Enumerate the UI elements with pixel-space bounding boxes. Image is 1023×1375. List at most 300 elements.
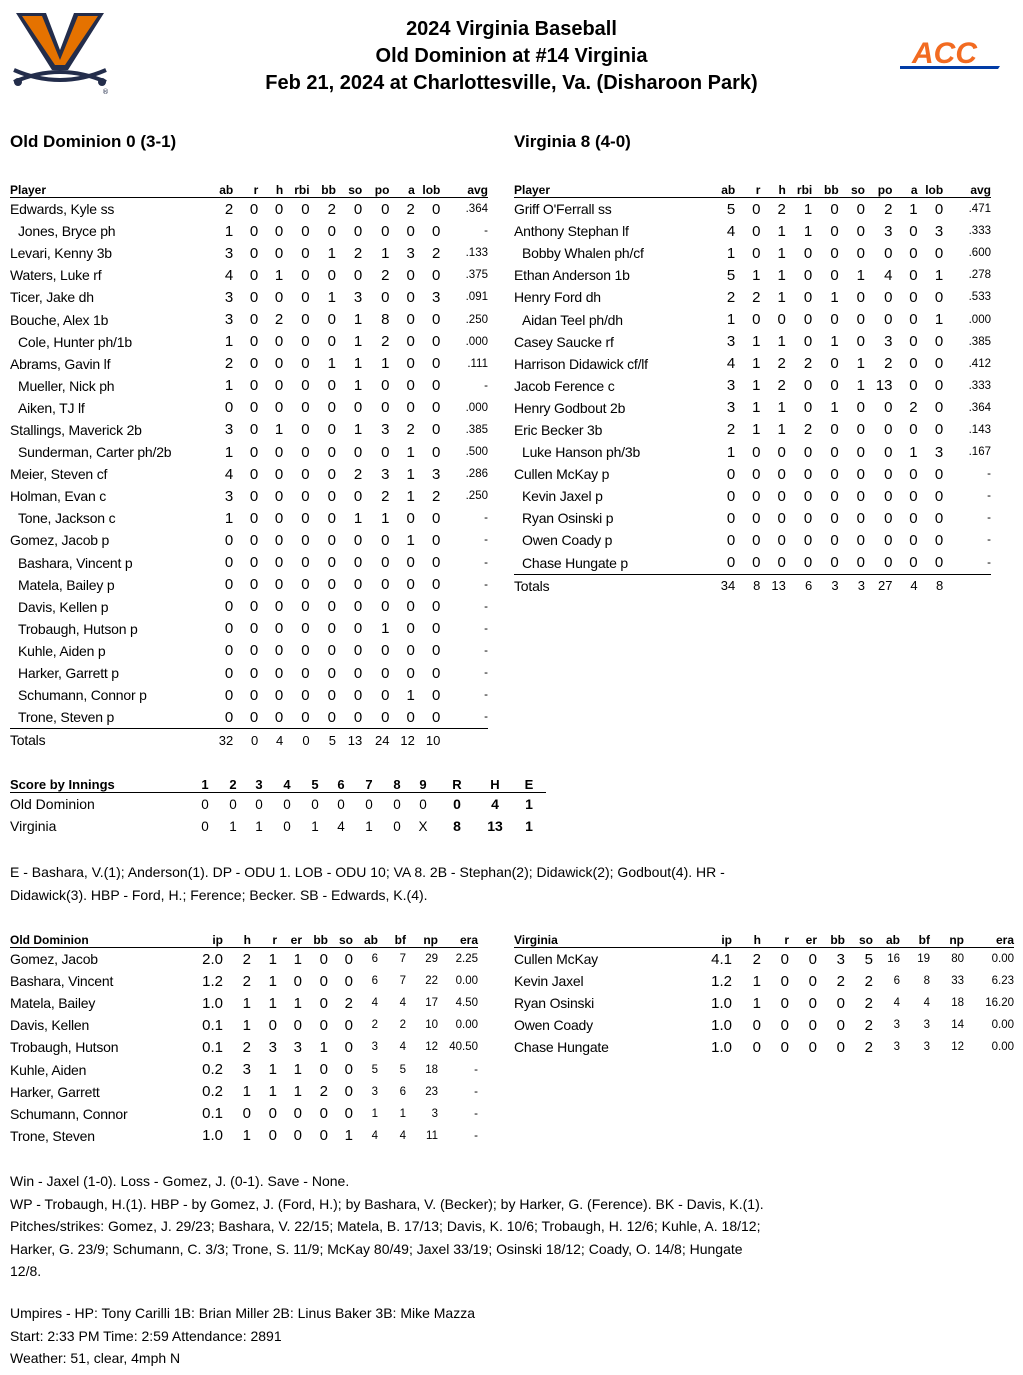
pitcher-name: Cullen McKay	[514, 951, 598, 968]
stat-so: 0	[856, 399, 866, 417]
column-header-a: a	[892, 180, 917, 198]
stat-bb: 0	[836, 994, 845, 1012]
stat-a: 0	[909, 509, 918, 527]
stat-h: 0	[274, 222, 284, 240]
batter-row	[514, 485, 991, 507]
stat-ab: 3	[371, 1085, 378, 1098]
stat-lob: 0	[432, 266, 441, 284]
stat-rbi: 0	[803, 377, 813, 395]
pitcher-name: Schumann, Connor	[10, 1105, 128, 1122]
stat-rbi: 0	[301, 377, 310, 395]
stat-r: 1	[268, 1083, 277, 1101]
stat-np: 80	[951, 953, 964, 966]
stat-avg: -	[440, 706, 488, 729]
batter-name: Chase Hungate p	[514, 552, 701, 575]
stat-a: 0	[389, 706, 414, 729]
inning-runs: 0	[201, 796, 209, 812]
stat-avg: .250	[465, 313, 488, 326]
batter-row	[10, 286, 488, 308]
column-header-ip: ip	[692, 930, 732, 948]
stat-bb: 2	[836, 972, 845, 990]
stat-bb: 0	[327, 576, 336, 594]
stat-ab: 0	[726, 487, 736, 505]
stat-so: 0	[344, 1061, 353, 1079]
title-matchup: Old Dominion at #14 Virginia	[375, 45, 648, 67]
stat-bb: 0	[327, 531, 336, 549]
stat-era: 0.00	[455, 1019, 478, 1032]
stat-ab: 6	[893, 975, 900, 988]
stat-r: 0	[752, 465, 761, 483]
stat-so: 5	[864, 950, 873, 968]
stat-np: 23	[425, 1085, 438, 1098]
stat-a: 0	[909, 288, 918, 306]
inning-runs: 0	[337, 796, 345, 812]
stat-r: 1	[752, 266, 761, 284]
stat-rbi: 0	[301, 200, 310, 218]
inning-header-7: 7	[354, 775, 384, 793]
stat-so: 0	[353, 266, 363, 284]
inning-runs: 0	[419, 796, 427, 812]
stat-lob: 0	[934, 200, 944, 218]
stat-so: 0	[856, 487, 866, 505]
pitcher-name: Trone, Steven	[10, 1127, 95, 1144]
pitcher-name: Bashara, Vincent	[10, 973, 114, 990]
pitching-notes	[10, 1170, 770, 1283]
stat-avg: -	[484, 600, 488, 613]
total-so: 3	[857, 578, 866, 594]
stat-ab: 0	[726, 531, 736, 549]
totals-label: Totals	[10, 732, 46, 749]
stat-bb: 0	[830, 377, 839, 395]
stat-h: 1	[777, 266, 786, 284]
team-total-e: 1	[525, 796, 533, 812]
stat-po: 0	[381, 531, 390, 549]
stat-lob: 2	[432, 244, 441, 262]
stat-r: 0	[249, 465, 259, 483]
stat-r: 0	[249, 244, 259, 262]
total-a: 4	[910, 578, 918, 594]
stat-lob: 0	[918, 552, 944, 575]
stat-avg: .000	[465, 401, 488, 414]
stat-bb: 1	[327, 355, 336, 373]
totals-row	[514, 574, 991, 597]
stat-ab: 1	[224, 377, 234, 395]
stat-h: 0	[274, 244, 284, 262]
stat-ab: 16	[887, 953, 900, 966]
stat-h: 3	[242, 1061, 251, 1079]
stat-h: 2	[242, 1038, 251, 1056]
pitcher-row	[514, 948, 1014, 971]
stat-bb: 0	[830, 465, 839, 483]
stat-rbi: 0	[803, 443, 813, 461]
column-header-h: h	[732, 930, 761, 948]
batter-name: Mueller, Nick ph	[18, 377, 115, 394]
stat-po: 0	[865, 552, 892, 575]
stat-bf: 8	[923, 975, 930, 988]
stat-bb: 0	[830, 509, 839, 527]
stat-h: 2	[242, 972, 251, 990]
stat-po: 0	[381, 399, 390, 417]
stat-np: 29	[425, 953, 438, 966]
stat-bb: 0	[327, 266, 336, 284]
batter-name: Luke Hanson ph/3b	[522, 444, 641, 461]
column-header-so: so	[845, 930, 873, 948]
batter-name: Bobby Whalen ph/cf	[522, 245, 644, 262]
batter-name: Cole, Hunter ph/1b	[18, 333, 132, 350]
batter-name: Bashara, Vincent p	[18, 554, 133, 571]
pitcher-name: Matela, Bailey	[10, 995, 96, 1012]
batter-name: Stallings, Maverick 2b	[10, 421, 142, 438]
stat-h: 0	[274, 399, 284, 417]
stat-bb: 0	[327, 222, 336, 240]
stat-r: 0	[780, 972, 789, 990]
stat-ab: 4	[224, 266, 234, 284]
score-team-name: Old Dominion	[10, 796, 95, 812]
inning-header-5: 5	[302, 775, 328, 793]
batter-row	[10, 552, 488, 574]
stat-avg: .385	[968, 335, 991, 348]
stat-h: 2	[242, 950, 251, 968]
inning-header-2: 2	[220, 775, 246, 793]
batting-header-row	[514, 180, 991, 198]
stat-a: 0	[909, 421, 918, 439]
stat-ab: 0	[224, 686, 234, 704]
stat-h: 1	[242, 994, 251, 1012]
stat-bb: 0	[327, 465, 336, 483]
stat-lob: 0	[432, 531, 441, 549]
inning-runs: 4	[337, 818, 345, 834]
stat-po: 0	[381, 576, 390, 594]
stat-so: 1	[353, 509, 363, 527]
pitcher-row	[10, 1036, 478, 1058]
stat-h: 2	[777, 200, 786, 218]
stat-ab: 1	[224, 443, 234, 461]
stat-avg: .278	[968, 269, 991, 282]
stat-rbi: 0	[301, 509, 310, 527]
batter-row	[514, 441, 991, 463]
batter-row	[10, 596, 488, 618]
stat-rbi: 0	[803, 509, 813, 527]
stat-rbi: 0	[301, 244, 310, 262]
stat-so: 1	[344, 1127, 353, 1145]
stat-a: 0	[406, 355, 415, 373]
column-header-lob: lob	[918, 180, 944, 198]
stat-a: 0	[909, 244, 918, 262]
stat-r: 1	[268, 1061, 277, 1079]
stat-er: 0	[293, 972, 302, 990]
stat-r: 1	[752, 399, 761, 417]
stat-rbi: 0	[803, 333, 813, 351]
stat-r: 2	[752, 288, 761, 306]
stat-r: 0	[249, 421, 259, 439]
stat-a: 0	[406, 222, 415, 240]
stat-a: 1	[406, 443, 415, 461]
stat-ab: 3	[893, 1019, 900, 1032]
stat-bb: 0	[327, 642, 336, 660]
stat-er: 0	[808, 950, 817, 968]
stat-lob: 0	[432, 311, 441, 329]
stat-rbi: 0	[301, 399, 310, 417]
stat-ab: 4	[371, 997, 378, 1010]
stat-rbi: 0	[803, 244, 813, 262]
batter-name: Abrams, Gavin lf	[10, 355, 111, 372]
stat-bf: 3	[923, 1019, 930, 1032]
stat-so: 0	[344, 1083, 353, 1101]
stat-lob: 0	[415, 706, 441, 729]
stat-so: 1	[856, 355, 866, 373]
score-row	[10, 793, 546, 816]
stat-np: 18	[425, 1063, 438, 1076]
batter-name: Matela, Bailey p	[18, 576, 115, 593]
stat-era: 40.50	[449, 1041, 478, 1054]
stat-po: 2	[884, 200, 893, 218]
stat-h: 0	[274, 509, 284, 527]
stat-h: 1	[242, 1016, 251, 1034]
column-header-so: so	[839, 180, 865, 198]
stat-avg: .364	[465, 203, 488, 216]
stat-so: 2	[864, 1016, 873, 1034]
stat-bf: 7	[399, 975, 406, 988]
stat-ip: 1.0	[711, 994, 732, 1012]
stat-po: 0	[884, 288, 893, 306]
pitcher-row	[514, 970, 1014, 992]
batter-row	[10, 618, 488, 640]
stat-ab: 2	[224, 355, 234, 373]
stat-h: 0	[242, 1105, 251, 1123]
stat-po: 3	[381, 421, 390, 439]
stat-so: 0	[856, 531, 866, 549]
stat-bb: 0	[830, 222, 839, 240]
stat-lob: 0	[432, 355, 441, 373]
stat-r: 0	[249, 200, 259, 218]
stat-h: 0	[274, 355, 284, 373]
batter-name: Edwards, Kyle ss	[10, 201, 115, 218]
stat-r: 0	[249, 487, 259, 505]
stat-ab: 3	[726, 333, 736, 351]
stat-er: 1	[293, 994, 302, 1012]
stat-rbi: 0	[301, 554, 310, 572]
stat-lob: 0	[432, 200, 441, 218]
batter-name: Bouche, Alex 1b	[10, 311, 109, 328]
stat-ab: 3	[224, 244, 234, 262]
batter-row	[10, 242, 488, 264]
total-ab: 34	[720, 578, 736, 594]
pitcher-name: Trobaugh, Hutson	[10, 1039, 119, 1056]
stat-rbi: 0	[786, 552, 812, 575]
stat-rbi: 0	[301, 355, 310, 373]
stat-bb: 0	[327, 399, 336, 417]
stat-bf: 3	[923, 1041, 930, 1054]
stat-er: 1	[293, 1061, 302, 1079]
stat-np: 33	[951, 975, 964, 988]
batter-row	[10, 419, 488, 441]
inning-header-1: 1	[190, 775, 220, 793]
stat-rbi: 0	[803, 266, 813, 284]
stat-bb: 0	[830, 266, 839, 284]
stat-bf: 4	[399, 997, 406, 1010]
stat-lob: 0	[934, 288, 944, 306]
total-rbi: 0	[302, 732, 310, 748]
stat-lob: 1	[934, 266, 944, 284]
pitching-header-row	[514, 930, 1014, 948]
stat-bb: 0	[327, 664, 336, 682]
stat-lob: 0	[934, 487, 944, 505]
away-team-heading: Old Dominion 0 (3-1)	[10, 132, 177, 151]
stat-a: 0	[406, 598, 415, 616]
stat-bb: 0	[319, 1016, 328, 1034]
stat-so: 0	[353, 620, 363, 638]
stat-rbi: 0	[283, 706, 309, 729]
stat-bb: 0	[830, 421, 839, 439]
batter-row	[514, 463, 991, 485]
batter-name: Jacob Ference c	[514, 377, 615, 394]
stat-ab: 4	[224, 465, 234, 483]
total-avg-empty	[943, 574, 991, 597]
stat-ab: 5	[726, 200, 736, 218]
stat-bb: 0	[327, 487, 336, 505]
stat-so: 1	[353, 377, 363, 395]
pitching-team-heading: Old Dominion	[10, 930, 188, 948]
stat-bb: 0	[327, 421, 336, 439]
column-header-ab: ab	[701, 180, 735, 198]
stat-ab: 4	[726, 222, 736, 240]
stat-bb: 0	[327, 620, 336, 638]
stat-avg: -	[943, 552, 991, 575]
stat-rbi: 1	[803, 200, 813, 218]
batter-row	[10, 308, 488, 330]
stat-bf: 19	[917, 953, 930, 966]
stat-rbi: 0	[803, 399, 813, 417]
stat-po: 1	[381, 509, 390, 527]
totals-label: Totals	[514, 577, 550, 594]
stat-so: 0	[344, 1105, 353, 1123]
stat-lob: 0	[934, 333, 944, 351]
column-header-ip: ip	[188, 930, 223, 948]
stat-ip: 1.2	[711, 972, 732, 990]
batter-row	[514, 198, 991, 221]
batter-row	[10, 485, 488, 507]
inning-runs: 0	[255, 796, 263, 812]
stat-h: 0	[777, 311, 786, 329]
stat-lob: 0	[432, 333, 441, 351]
stat-h: 0	[777, 443, 786, 461]
stat-so: 0	[336, 706, 362, 729]
stat-a: 2	[406, 421, 415, 439]
batter-row	[514, 375, 991, 397]
stat-r: 0	[249, 266, 259, 284]
stat-avg: -	[484, 225, 488, 238]
score-team-name: Virginia	[10, 818, 57, 834]
team-total-h: 4	[491, 796, 499, 812]
stat-h: 0	[777, 531, 786, 549]
stat-lob: 3	[432, 288, 441, 306]
column-header-r: r	[761, 930, 789, 948]
svg-text:ACC: ACC	[912, 37, 977, 70]
stat-ab: 3	[726, 377, 736, 395]
stat-rbi: 1	[803, 222, 813, 240]
stat-h: 0	[777, 465, 786, 483]
pitcher-name: Kevin Jaxel	[514, 973, 584, 990]
stat-r: 1	[752, 421, 761, 439]
stat-po: 0	[381, 598, 390, 616]
batter-row	[10, 706, 488, 729]
stat-ip: 1.0	[202, 1127, 223, 1145]
column-header-h: h	[223, 930, 251, 948]
pitcher-row	[10, 992, 478, 1014]
stat-bf: 1	[399, 1107, 406, 1120]
stat-so: 1	[353, 311, 363, 329]
stat-rbi: 0	[301, 333, 310, 351]
batter-name: Sunderman, Carter ph/2b	[18, 444, 172, 461]
column-header-bb: bb	[302, 930, 328, 948]
stat-po: 0	[381, 554, 390, 572]
stat-h: 0	[274, 200, 284, 218]
stat-so: 2	[864, 994, 873, 1012]
registered-mark: ®	[102, 88, 109, 96]
column-header-rbi: rbi	[786, 180, 812, 198]
stat-so: 0	[353, 399, 363, 417]
stat-h: 0	[274, 531, 284, 549]
stat-rbi: 0	[301, 311, 310, 329]
page-title	[0, 16, 1023, 97]
stat-ip: 1.0	[711, 1038, 732, 1056]
stat-ab: 2	[726, 421, 736, 439]
stat-a: 0	[909, 465, 918, 483]
stat-er: 0	[808, 972, 817, 990]
stat-r: 0	[249, 288, 259, 306]
stat-po: 0	[884, 465, 893, 483]
stat-po: 0	[884, 244, 893, 262]
stat-er: 1	[293, 1083, 302, 1101]
stat-bb: 0	[836, 1038, 845, 1056]
pitcher-name: Owen Coady	[514, 1017, 593, 1034]
stat-rbi: 0	[301, 487, 310, 505]
batter-name: Trone, Steven p	[10, 706, 198, 729]
stat-ip: 0.2	[202, 1083, 223, 1101]
stat-po: 3	[884, 222, 893, 240]
batter-name: Anthony Stephan lf	[514, 223, 629, 240]
stat-h: 1	[752, 994, 761, 1012]
inning-runs: 0	[283, 796, 291, 812]
stat-lob: 0	[934, 465, 944, 483]
stat-po: 0	[381, 222, 390, 240]
stat-r: 0	[780, 1038, 789, 1056]
stat-po: 2	[381, 487, 390, 505]
stat-er: 1	[293, 950, 302, 968]
batter-row	[10, 640, 488, 662]
pitcher-name: Ryan Osinski	[514, 995, 595, 1012]
stat-avg: -	[987, 468, 991, 481]
inning-runs: 0	[393, 818, 401, 834]
stat-po: 0	[884, 531, 893, 549]
stat-rbi: 2	[803, 421, 813, 439]
batter-row	[10, 662, 488, 684]
batter-name: Gomez, Jacob p	[10, 532, 110, 549]
stat-so: 0	[353, 686, 363, 704]
stat-lob: 0	[934, 377, 944, 395]
stat-avg: -	[484, 578, 488, 591]
pitcher-row	[10, 1081, 478, 1103]
stat-era: 0.00	[991, 953, 1014, 966]
stat-bf: 2	[399, 1019, 406, 1032]
column-header-po: po	[362, 180, 389, 198]
stat-avg: .412	[968, 357, 991, 370]
stat-h: 1	[242, 1127, 251, 1145]
stat-h: 0	[274, 598, 284, 616]
stat-r: 0	[268, 1127, 277, 1145]
batter-name: Henry Godbout 2b	[514, 399, 626, 416]
stat-ab: 1	[726, 244, 736, 262]
